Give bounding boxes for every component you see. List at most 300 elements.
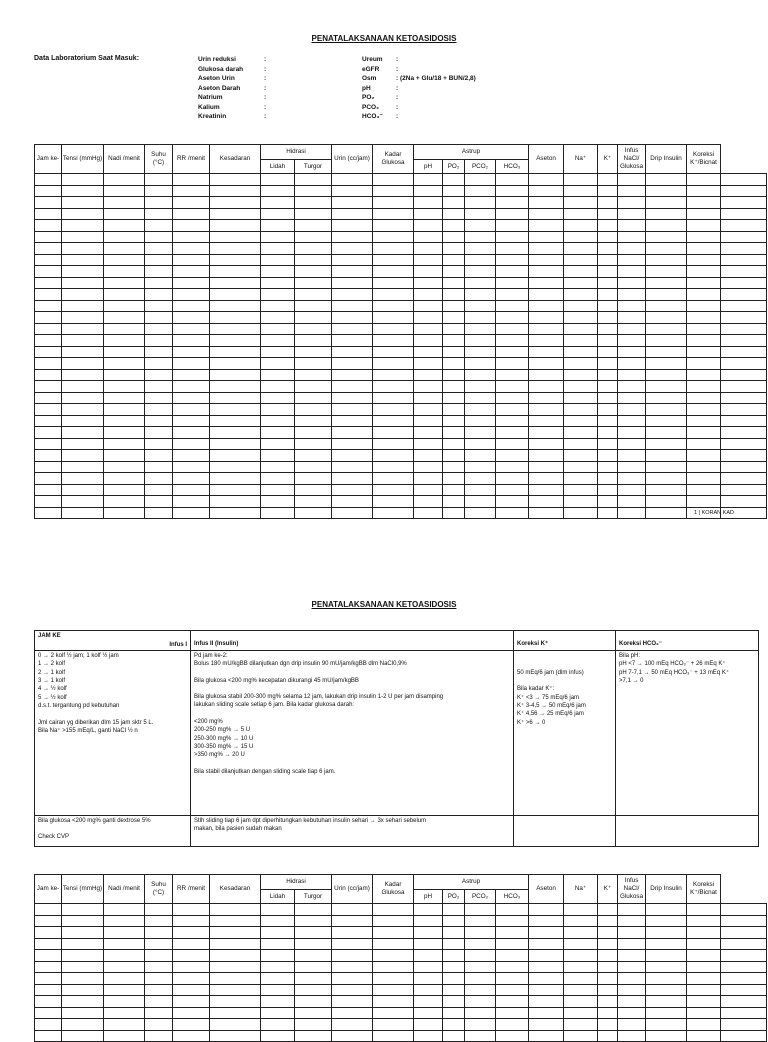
table-cell[interactable] bbox=[618, 381, 646, 393]
table-cell[interactable] bbox=[721, 438, 767, 450]
table-cell[interactable] bbox=[443, 243, 465, 255]
table-cell[interactable] bbox=[373, 927, 414, 939]
table-cell[interactable] bbox=[373, 996, 414, 1008]
table-cell[interactable] bbox=[646, 496, 687, 508]
table-cell[interactable] bbox=[465, 484, 496, 496]
table-cell[interactable] bbox=[598, 369, 618, 381]
table-cell[interactable] bbox=[687, 243, 721, 255]
table-cell[interactable] bbox=[104, 220, 145, 232]
table-cell[interactable] bbox=[261, 938, 295, 950]
table-cell[interactable] bbox=[465, 185, 496, 197]
table-cell[interactable] bbox=[687, 984, 721, 996]
table-cell[interactable] bbox=[210, 335, 261, 347]
table-cell[interactable] bbox=[145, 996, 173, 1008]
table-cell[interactable] bbox=[62, 461, 104, 473]
table-cell[interactable] bbox=[332, 938, 373, 950]
table-cell[interactable] bbox=[443, 450, 465, 462]
table-cell[interactable] bbox=[529, 996, 564, 1008]
table-cell[interactable] bbox=[145, 381, 173, 393]
table-cell[interactable] bbox=[721, 484, 767, 496]
table-cell[interactable] bbox=[62, 369, 104, 381]
table-cell[interactable] bbox=[261, 996, 295, 1008]
table-cell[interactable] bbox=[35, 289, 62, 301]
table-cell[interactable] bbox=[173, 915, 210, 927]
table-cell[interactable] bbox=[414, 427, 443, 439]
table-cell[interactable] bbox=[687, 335, 721, 347]
table-cell[interactable] bbox=[210, 231, 261, 243]
table-cell[interactable] bbox=[332, 323, 373, 335]
table-cell[interactable] bbox=[496, 266, 529, 278]
table-cell[interactable] bbox=[496, 335, 529, 347]
table-cell[interactable] bbox=[145, 220, 173, 232]
table-cell[interactable] bbox=[646, 427, 687, 439]
table-cell[interactable] bbox=[414, 938, 443, 950]
table-cell[interactable] bbox=[62, 266, 104, 278]
table-cell[interactable] bbox=[598, 289, 618, 301]
table-cell[interactable] bbox=[332, 392, 373, 404]
table-cell[interactable] bbox=[687, 254, 721, 266]
table-cell[interactable] bbox=[414, 484, 443, 496]
table-cell[interactable] bbox=[465, 427, 496, 439]
table-cell[interactable] bbox=[646, 358, 687, 370]
table-cell[interactable] bbox=[721, 185, 767, 197]
table-cell[interactable] bbox=[261, 254, 295, 266]
table-cell[interactable] bbox=[687, 266, 721, 278]
table-cell[interactable] bbox=[373, 473, 414, 485]
table-cell[interactable] bbox=[443, 335, 465, 347]
table-cell[interactable] bbox=[496, 346, 529, 358]
table-cell[interactable] bbox=[373, 197, 414, 209]
table-cell[interactable] bbox=[332, 208, 373, 220]
table-cell[interactable] bbox=[62, 220, 104, 232]
table-cell[interactable] bbox=[465, 984, 496, 996]
table-cell[interactable] bbox=[210, 404, 261, 416]
table-cell[interactable] bbox=[529, 1007, 564, 1019]
table-cell[interactable] bbox=[104, 404, 145, 416]
table-cell[interactable] bbox=[646, 438, 687, 450]
table-cell[interactable] bbox=[721, 369, 767, 381]
table-cell[interactable] bbox=[618, 450, 646, 462]
table-cell[interactable] bbox=[332, 243, 373, 255]
table-cell[interactable] bbox=[104, 984, 145, 996]
table-cell[interactable] bbox=[62, 496, 104, 508]
table-cell[interactable] bbox=[210, 381, 261, 393]
table-cell[interactable] bbox=[210, 427, 261, 439]
table-cell[interactable] bbox=[618, 415, 646, 427]
table-cell[interactable] bbox=[646, 950, 687, 962]
table-cell[interactable] bbox=[210, 358, 261, 370]
table-cell[interactable] bbox=[173, 197, 210, 209]
table-cell[interactable] bbox=[598, 961, 618, 973]
table-cell[interactable] bbox=[564, 415, 598, 427]
table-cell[interactable] bbox=[332, 346, 373, 358]
table-cell[interactable] bbox=[564, 961, 598, 973]
table-cell[interactable] bbox=[496, 1030, 529, 1042]
table-cell[interactable] bbox=[564, 473, 598, 485]
table-cell[interactable] bbox=[261, 185, 295, 197]
table-cell[interactable] bbox=[443, 404, 465, 416]
table-cell[interactable] bbox=[295, 507, 332, 519]
table-cell[interactable] bbox=[261, 973, 295, 985]
table-cell[interactable] bbox=[598, 984, 618, 996]
table-cell[interactable] bbox=[145, 984, 173, 996]
table-cell[interactable] bbox=[646, 266, 687, 278]
table-cell[interactable] bbox=[332, 300, 373, 312]
table-cell[interactable] bbox=[332, 450, 373, 462]
table-cell[interactable] bbox=[332, 1007, 373, 1019]
table-cell[interactable] bbox=[104, 381, 145, 393]
table-cell[interactable] bbox=[332, 277, 373, 289]
table-cell[interactable] bbox=[145, 461, 173, 473]
table-cell[interactable] bbox=[646, 323, 687, 335]
table-cell[interactable] bbox=[145, 254, 173, 266]
table-cell[interactable] bbox=[62, 174, 104, 186]
table-cell[interactable] bbox=[332, 507, 373, 519]
table-cell[interactable] bbox=[414, 197, 443, 209]
table-cell[interactable] bbox=[564, 1030, 598, 1042]
table-cell[interactable] bbox=[295, 496, 332, 508]
table-cell[interactable] bbox=[646, 185, 687, 197]
table-cell[interactable] bbox=[295, 938, 332, 950]
table-cell[interactable] bbox=[261, 243, 295, 255]
table-cell[interactable] bbox=[373, 358, 414, 370]
table-cell[interactable] bbox=[496, 312, 529, 324]
table-cell[interactable] bbox=[564, 1019, 598, 1031]
table-cell[interactable] bbox=[62, 415, 104, 427]
table-cell[interactable] bbox=[295, 369, 332, 381]
table-cell[interactable] bbox=[261, 961, 295, 973]
table-cell[interactable] bbox=[564, 289, 598, 301]
table-cell[interactable] bbox=[687, 996, 721, 1008]
table-cell[interactable] bbox=[35, 174, 62, 186]
table-cell[interactable] bbox=[332, 197, 373, 209]
table-cell[interactable] bbox=[35, 1007, 62, 1019]
table-cell[interactable] bbox=[465, 961, 496, 973]
table-cell[interactable] bbox=[173, 220, 210, 232]
table-cell[interactable] bbox=[295, 208, 332, 220]
table-cell[interactable] bbox=[646, 243, 687, 255]
table-cell[interactable] bbox=[564, 220, 598, 232]
table-cell[interactable] bbox=[373, 450, 414, 462]
table-cell[interactable] bbox=[687, 415, 721, 427]
table-cell[interactable] bbox=[145, 427, 173, 439]
table-cell[interactable] bbox=[496, 996, 529, 1008]
table-cell[interactable] bbox=[414, 277, 443, 289]
table-cell[interactable] bbox=[35, 415, 62, 427]
table-cell[interactable] bbox=[373, 266, 414, 278]
table-cell[interactable] bbox=[721, 174, 767, 186]
table-cell[interactable] bbox=[414, 231, 443, 243]
table-cell[interactable] bbox=[443, 358, 465, 370]
table-cell[interactable] bbox=[465, 415, 496, 427]
table-cell[interactable] bbox=[598, 346, 618, 358]
table-cell[interactable] bbox=[332, 185, 373, 197]
table-cell[interactable] bbox=[35, 507, 62, 519]
table-cell[interactable] bbox=[414, 927, 443, 939]
table-cell[interactable] bbox=[35, 438, 62, 450]
table-cell[interactable] bbox=[35, 461, 62, 473]
table-cell[interactable] bbox=[443, 938, 465, 950]
table-cell[interactable] bbox=[646, 254, 687, 266]
table-cell[interactable] bbox=[443, 300, 465, 312]
table-cell[interactable] bbox=[261, 507, 295, 519]
table-cell[interactable] bbox=[443, 438, 465, 450]
table-cell[interactable] bbox=[646, 335, 687, 347]
table-cell[interactable] bbox=[465, 496, 496, 508]
table-cell[interactable] bbox=[104, 507, 145, 519]
table-cell[interactable] bbox=[529, 243, 564, 255]
table-cell[interactable] bbox=[687, 904, 721, 916]
table-cell[interactable] bbox=[145, 289, 173, 301]
table-cell[interactable] bbox=[618, 220, 646, 232]
table-cell[interactable] bbox=[465, 243, 496, 255]
table-cell[interactable] bbox=[618, 1007, 646, 1019]
table-cell[interactable] bbox=[373, 220, 414, 232]
table-cell[interactable] bbox=[173, 300, 210, 312]
table-cell[interactable] bbox=[687, 950, 721, 962]
table-cell[interactable] bbox=[721, 996, 767, 1008]
table-cell[interactable] bbox=[173, 950, 210, 962]
table-cell[interactable] bbox=[598, 208, 618, 220]
table-cell[interactable] bbox=[598, 254, 618, 266]
table-cell[interactable] bbox=[414, 346, 443, 358]
table-cell[interactable] bbox=[373, 427, 414, 439]
table-cell[interactable] bbox=[173, 1030, 210, 1042]
table-cell[interactable] bbox=[465, 507, 496, 519]
table-cell[interactable] bbox=[35, 484, 62, 496]
table-cell[interactable] bbox=[618, 185, 646, 197]
table-cell[interactable] bbox=[62, 484, 104, 496]
table-cell[interactable] bbox=[332, 358, 373, 370]
table-cell[interactable] bbox=[373, 461, 414, 473]
table-cell[interactable] bbox=[443, 312, 465, 324]
table-cell[interactable] bbox=[564, 450, 598, 462]
table-cell[interactable] bbox=[496, 950, 529, 962]
table-cell[interactable] bbox=[598, 243, 618, 255]
table-cell[interactable] bbox=[295, 231, 332, 243]
table-cell[interactable] bbox=[173, 312, 210, 324]
table-cell[interactable] bbox=[564, 904, 598, 916]
table-cell[interactable] bbox=[496, 369, 529, 381]
table-cell[interactable] bbox=[173, 904, 210, 916]
table-cell[interactable] bbox=[295, 984, 332, 996]
table-cell[interactable] bbox=[35, 243, 62, 255]
table-cell[interactable] bbox=[646, 973, 687, 985]
table-cell[interactable] bbox=[414, 243, 443, 255]
table-cell[interactable] bbox=[529, 266, 564, 278]
table-cell[interactable] bbox=[35, 961, 62, 973]
table-cell[interactable] bbox=[145, 404, 173, 416]
table-cell[interactable] bbox=[529, 335, 564, 347]
table-cell[interactable] bbox=[210, 473, 261, 485]
table-cell[interactable] bbox=[414, 1007, 443, 1019]
table-cell[interactable] bbox=[62, 1007, 104, 1019]
table-cell[interactable] bbox=[443, 950, 465, 962]
table-cell[interactable] bbox=[373, 961, 414, 973]
table-cell[interactable] bbox=[295, 312, 332, 324]
table-cell[interactable] bbox=[687, 484, 721, 496]
table-cell[interactable] bbox=[373, 438, 414, 450]
table-cell[interactable] bbox=[465, 312, 496, 324]
table-cell[interactable] bbox=[646, 346, 687, 358]
table-cell[interactable] bbox=[295, 438, 332, 450]
table-cell[interactable] bbox=[261, 289, 295, 301]
table-cell[interactable] bbox=[618, 507, 646, 519]
table-cell[interactable] bbox=[618, 208, 646, 220]
table-cell[interactable] bbox=[62, 473, 104, 485]
table-cell[interactable] bbox=[261, 404, 295, 416]
table-cell[interactable] bbox=[104, 473, 145, 485]
table-cell[interactable] bbox=[35, 369, 62, 381]
table-cell[interactable] bbox=[145, 973, 173, 985]
table-cell[interactable] bbox=[618, 973, 646, 985]
table-cell[interactable] bbox=[261, 369, 295, 381]
table-cell[interactable] bbox=[35, 323, 62, 335]
table-cell[interactable] bbox=[465, 461, 496, 473]
table-cell[interactable] bbox=[210, 438, 261, 450]
table-cell[interactable] bbox=[529, 1030, 564, 1042]
table-cell[interactable] bbox=[598, 973, 618, 985]
table-cell[interactable] bbox=[496, 507, 529, 519]
table-cell[interactable] bbox=[529, 415, 564, 427]
table-cell[interactable] bbox=[295, 323, 332, 335]
table-cell[interactable] bbox=[598, 185, 618, 197]
table-cell[interactable] bbox=[687, 300, 721, 312]
table-cell[interactable] bbox=[646, 461, 687, 473]
table-cell[interactable] bbox=[332, 312, 373, 324]
table-cell[interactable] bbox=[529, 496, 564, 508]
table-cell[interactable] bbox=[646, 984, 687, 996]
table-cell[interactable] bbox=[443, 185, 465, 197]
table-cell[interactable] bbox=[145, 266, 173, 278]
table-cell[interactable] bbox=[62, 950, 104, 962]
table-cell[interactable] bbox=[104, 277, 145, 289]
table-cell[interactable] bbox=[646, 174, 687, 186]
table-cell[interactable] bbox=[104, 938, 145, 950]
table-cell[interactable] bbox=[496, 185, 529, 197]
table-cell[interactable] bbox=[465, 996, 496, 1008]
table-cell[interactable] bbox=[332, 381, 373, 393]
table-cell[interactable] bbox=[145, 450, 173, 462]
table-cell[interactable] bbox=[414, 208, 443, 220]
table-cell[interactable] bbox=[210, 950, 261, 962]
table-cell[interactable] bbox=[618, 254, 646, 266]
table-cell[interactable] bbox=[687, 185, 721, 197]
table-cell[interactable] bbox=[618, 346, 646, 358]
table-cell[interactable] bbox=[332, 950, 373, 962]
table-cell[interactable] bbox=[465, 1030, 496, 1042]
table-cell[interactable] bbox=[443, 961, 465, 973]
table-cell[interactable] bbox=[104, 185, 145, 197]
table-cell[interactable] bbox=[414, 1019, 443, 1031]
table-cell[interactable] bbox=[721, 1007, 767, 1019]
table-cell[interactable] bbox=[373, 243, 414, 255]
table-cell[interactable] bbox=[529, 961, 564, 973]
table-cell[interactable] bbox=[414, 335, 443, 347]
table-cell[interactable] bbox=[721, 415, 767, 427]
table-cell[interactable] bbox=[373, 950, 414, 962]
table-cell[interactable] bbox=[261, 415, 295, 427]
table-cell[interactable] bbox=[104, 904, 145, 916]
table-cell[interactable] bbox=[414, 473, 443, 485]
table-cell[interactable] bbox=[721, 346, 767, 358]
table-cell[interactable] bbox=[332, 927, 373, 939]
table-cell[interactable] bbox=[210, 266, 261, 278]
table-cell[interactable] bbox=[465, 915, 496, 927]
table-cell[interactable] bbox=[646, 473, 687, 485]
table-cell[interactable] bbox=[618, 484, 646, 496]
table-cell[interactable] bbox=[496, 415, 529, 427]
table-cell[interactable] bbox=[721, 1030, 767, 1042]
table-cell[interactable] bbox=[618, 950, 646, 962]
table-cell[interactable] bbox=[646, 938, 687, 950]
table-cell[interactable] bbox=[598, 335, 618, 347]
table-cell[interactable] bbox=[295, 973, 332, 985]
table-cell[interactable] bbox=[496, 381, 529, 393]
table-cell[interactable] bbox=[104, 996, 145, 1008]
table-cell[interactable] bbox=[496, 174, 529, 186]
table-cell[interactable] bbox=[414, 1030, 443, 1042]
table-cell[interactable] bbox=[414, 961, 443, 973]
table-cell[interactable] bbox=[687, 346, 721, 358]
table-cell[interactable] bbox=[618, 231, 646, 243]
table-cell[interactable] bbox=[529, 938, 564, 950]
table-cell[interactable] bbox=[35, 427, 62, 439]
table-cell[interactable] bbox=[104, 266, 145, 278]
table-cell[interactable] bbox=[145, 300, 173, 312]
table-cell[interactable] bbox=[414, 996, 443, 1008]
table-cell[interactable] bbox=[332, 415, 373, 427]
table-cell[interactable] bbox=[261, 277, 295, 289]
table-cell[interactable] bbox=[261, 358, 295, 370]
table-cell[interactable] bbox=[173, 484, 210, 496]
table-cell[interactable] bbox=[496, 392, 529, 404]
table-cell[interactable] bbox=[529, 277, 564, 289]
table-cell[interactable] bbox=[496, 473, 529, 485]
table-cell[interactable] bbox=[332, 996, 373, 1008]
table-cell[interactable] bbox=[496, 438, 529, 450]
table-cell[interactable] bbox=[618, 473, 646, 485]
table-cell[interactable] bbox=[373, 1007, 414, 1019]
table-cell[interactable] bbox=[295, 346, 332, 358]
table-cell[interactable] bbox=[687, 289, 721, 301]
table-cell[interactable] bbox=[295, 266, 332, 278]
table-cell[interactable] bbox=[529, 904, 564, 916]
table-cell[interactable] bbox=[62, 938, 104, 950]
table-cell[interactable] bbox=[564, 335, 598, 347]
table-cell[interactable] bbox=[173, 438, 210, 450]
table-cell[interactable] bbox=[210, 300, 261, 312]
table-cell[interactable] bbox=[373, 346, 414, 358]
table-cell[interactable] bbox=[210, 312, 261, 324]
table-cell[interactable] bbox=[373, 1019, 414, 1031]
table-cell[interactable] bbox=[465, 277, 496, 289]
table-cell[interactable] bbox=[332, 984, 373, 996]
table-cell[interactable] bbox=[62, 358, 104, 370]
table-cell[interactable] bbox=[35, 185, 62, 197]
table-cell[interactable] bbox=[443, 381, 465, 393]
table-cell[interactable] bbox=[295, 996, 332, 1008]
table-cell[interactable] bbox=[62, 973, 104, 985]
table-cell[interactable] bbox=[261, 496, 295, 508]
table-cell[interactable] bbox=[721, 496, 767, 508]
table-cell[interactable] bbox=[598, 197, 618, 209]
table-cell[interactable] bbox=[35, 1030, 62, 1042]
table-cell[interactable] bbox=[295, 300, 332, 312]
table-cell[interactable] bbox=[465, 381, 496, 393]
table-cell[interactable] bbox=[646, 996, 687, 1008]
table-cell[interactable] bbox=[618, 312, 646, 324]
